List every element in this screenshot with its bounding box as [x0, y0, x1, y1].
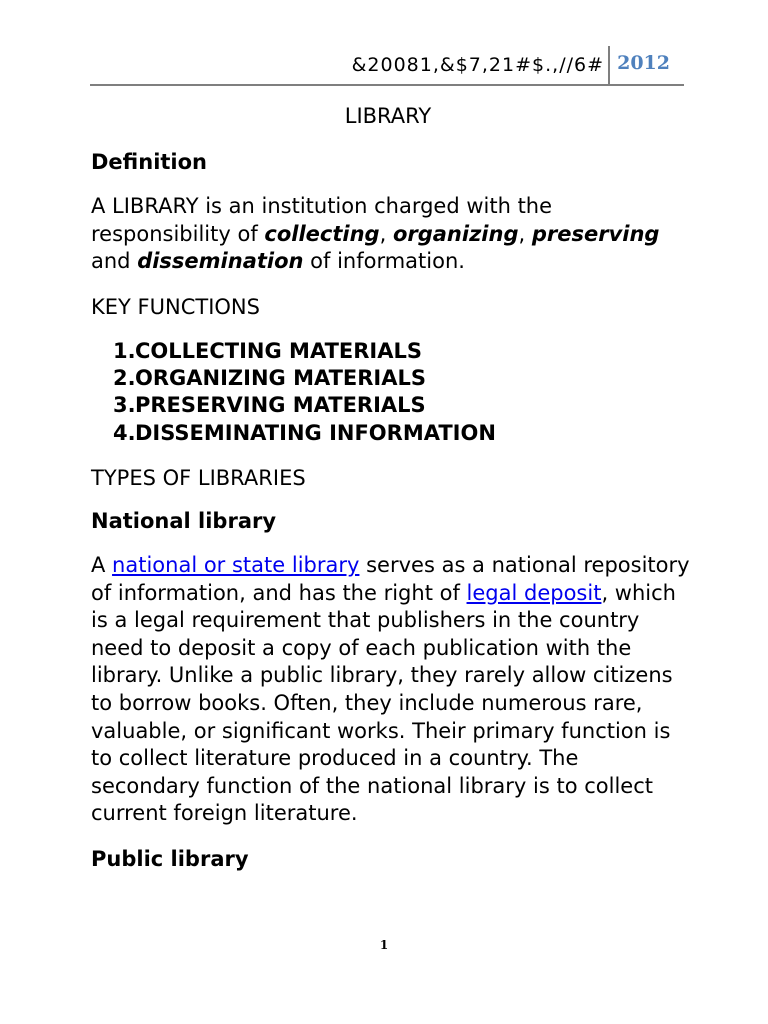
emphasis-collecting: collecting — [264, 221, 380, 246]
definition-text: , — [379, 221, 393, 246]
definition-text: and — [91, 249, 138, 274]
definition-text: , — [518, 221, 532, 246]
page-header — [90, 40, 684, 86]
list-number: 4. — [113, 420, 136, 445]
definition-text: A LIBRARY is an institution charged with the responsibility of — [91, 194, 553, 246]
paragraph-text: serves as a national repository of information, and has the right of — [91, 552, 690, 605]
key-functions-heading: KEY FUNCTIONS — [91, 294, 260, 319]
definition-text: of information. — [303, 249, 465, 274]
list-item — [113, 338, 691, 365]
definition-heading: Definition — [91, 150, 208, 174]
document-title: LIBRARY — [344, 104, 432, 128]
list-item — [113, 365, 691, 392]
list-number: 1. — [113, 338, 136, 363]
national-library-heading: National library — [91, 508, 277, 533]
national-state-library-link[interactable]: national or state library — [112, 552, 360, 577]
list-item — [113, 392, 691, 419]
key-functions-list — [91, 338, 691, 447]
page-number: 1 — [379, 938, 389, 952]
header-year: 2012 — [617, 52, 670, 74]
header-title-text: &20081,&$7,21#$.,//6# — [351, 54, 604, 76]
paragraph-text: A — [91, 552, 113, 577]
emphasis-organizing: organizing — [392, 221, 519, 246]
list-item — [113, 420, 691, 447]
document-body — [91, 104, 691, 890]
list-number: 2. — [113, 366, 136, 391]
list-number: 3. — [113, 393, 136, 418]
public-library-heading: Public library — [91, 846, 249, 871]
list-item-label: PRESERVING MATERIALS — [135, 393, 426, 418]
emphasis-dissemination: dissemination — [137, 249, 304, 274]
emphasis-preserving: preserving — [531, 221, 660, 246]
definition-paragraph — [91, 193, 691, 276]
national-library-paragraph — [91, 552, 691, 828]
list-item-label: DISSEMINATING INFORMATION — [135, 420, 496, 445]
types-heading: TYPES OF LIBRARIES — [91, 465, 306, 490]
legal-deposit-link[interactable]: legal deposit — [466, 580, 602, 605]
list-item-label: COLLECTING MATERIALS — [135, 338, 422, 363]
paragraph-text: , which is a legal requirement that publishers in the country need to deposit a copy of each publication with the library. Unlike a public library, they rarely allow citizens to borrow books. Often, they include numerous rare, valuable, or significant works. Their primary function is to collect literature produced in a country. The secondary function of the national library is to collect current foreign literature. — [91, 580, 676, 826]
header-separator — [608, 46, 610, 84]
list-item-label: ORGANIZING MATERIALS — [135, 366, 426, 391]
